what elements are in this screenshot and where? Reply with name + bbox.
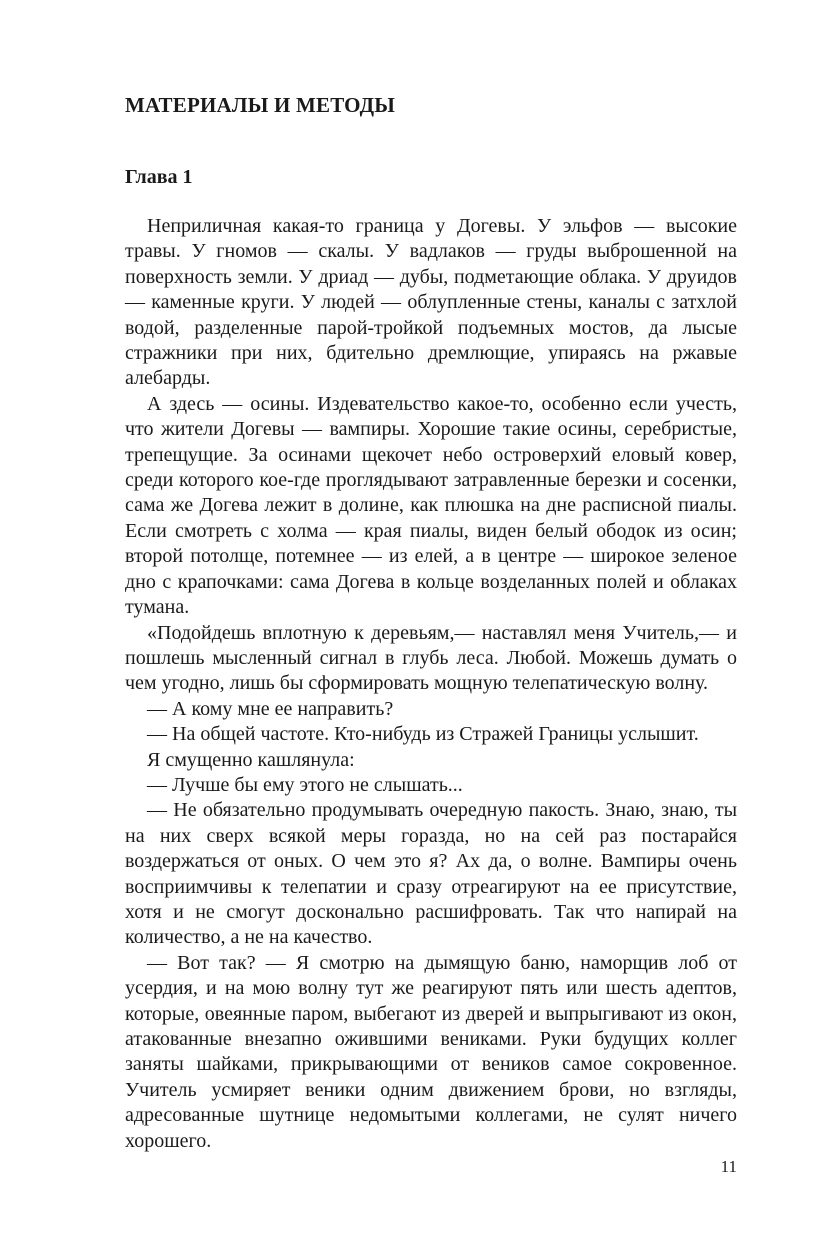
paragraph: — А кому мне ее направить? [147, 697, 394, 720]
paragraph: — На общей частоте. Кто-нибудь из Стражей Границы услышит. [147, 723, 699, 746]
paragraph: — Не обязательно продумывать очередную пакость. Знаю, знаю, ты на них сверх всякой меры горазда, но на сей раз постарайся воздержаться от оных. О чем это я? Ах да, о волне. Вампиры очень восприимчивы к телепатии и сразу отреагируют на ее присутствие, хотя и не смогут досконально расшифровать. Так что напирай на количество, а не на качество. [125, 799, 737, 949]
paragraph: «Подойдешь вплотную к деревьям,— наставлял меня Учитель,— и пошлешь мысленный сигнал в глубь леса. Любой. Можешь думать о чем угодно, лишь бы сформировать мощную телепатическую волну. [125, 621, 737, 695]
chapter-title: Глава 1 [125, 166, 193, 188]
paragraph: — Лучше бы ему этого не слышать... [147, 773, 463, 796]
paragraph: Неприличная какая-то граница у Догевы. У эльфов — высокие травы. У гномов — скалы. У вадлаков — груды выброшенной на поверхность земли. У дриад — дубы, подметающие облака. У друидов— каменные круги. У людей — облупленные стены, каналы с затхлой водой, разделенные парой-тройкой подъемных мостов, да лысые стражники при них, бдительно дремлющие, упираясь на ржавые алебарды. [125, 215, 737, 390]
paragraph: — Вот так? — Я смотрю на дымящую баню, наморщив лоб от усердия, и на мою волну тут же реагируют пять или шесть адептов, которые, овеянные паром, выбегают из дверей и выпрыгивают из окон, атакованные внезапно ожившими вениками. Руки будущих коллег заняты шайками, прикрывающими от веников самое сокровенное. Учитель усмиряет веники одним движением брови, но взгляды, адресованные шутнице недомытыми коллегами, не сулят ничего хорошего. [125, 951, 737, 1152]
book-page [125, 0, 737, 1253]
section-title: МАТЕРИАЛЫ И МЕТОДЫ [125, 93, 396, 117]
page-number: 11 [720, 1157, 737, 1176]
paragraph: А здесь — осины. Издевательство какое-то, особенно если учесть, что жители Догевы — вампиры. Хорошие такие осины, серебристые, трепещущие. За осинами щекочет небо островерхий еловый ковер, среди которого кое-где проглядывают затравленные березки и сосенки, сама же Догева лежит в долине, как плюшка на дне расписной пиалы. Если смотреть с холма — края пиалы, виден белый ободок из осин; второй потолще, потемнее — из елей, а в центре — широкое зеленое дно с крапочками: сама Догева в кольце возделанных полей и облаках тумана. [125, 392, 737, 619]
body-text [125, 214, 737, 1154]
paragraph: Я смущенно кашлянула: [147, 748, 355, 771]
